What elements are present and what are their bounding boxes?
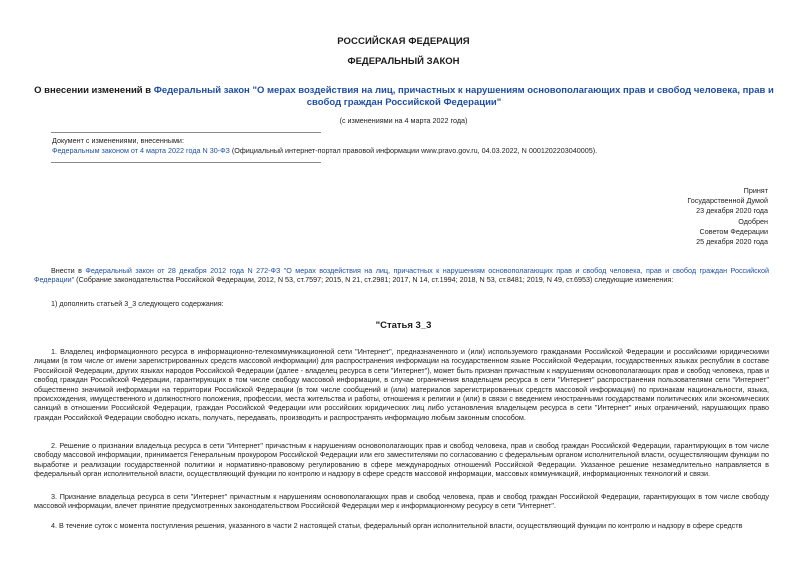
item-1: 1) дополнить статьей 3_3 следующего содержания: xyxy=(51,299,224,308)
law-type-heading: ФЕДЕРАЛЬНЫЙ ЗАКОН xyxy=(347,56,460,67)
changes-note-label: Документ с изменениями, внесенными: xyxy=(52,136,184,145)
paragraph-3: 3. Признание владельца ресурса в сети "Интернет" причастным к нарушениям основополагающих прав и свобод человека, прав и свобод граждан Российской Федерации, гарантирующих в том числе свободу массовой информации, влечет принятие предусмотренных законодательством Российской Федерации мер к информационному ресурсу в сети "Интернет". xyxy=(34,492,769,511)
acceptance-line: Советом Федерации xyxy=(699,226,768,236)
acceptance-line: Одобрен xyxy=(738,216,768,226)
edition-note: (с изменениями на 4 марта 2022 года) xyxy=(339,116,468,125)
divider-bottom xyxy=(51,162,321,163)
acceptance-block xyxy=(687,186,768,247)
divider-top xyxy=(51,132,321,133)
document-title xyxy=(34,85,774,108)
base-law-link[interactable]: Федеральный закон от 28 декабря 2012 года N 272-ФЗ "О мерах воздействия на лиц, причастных к нарушениям основополагающих прав и свобод человека, прав и свобод граждан Российской Федерации" xyxy=(34,266,769,285)
acceptance-line: Государственной Думой xyxy=(687,196,768,206)
paragraph-1: 1. Владелец информационного ресурса в информационно-телекоммуникационной сети "Интернет", предназначенного и (или) используемого гражданами Российской Федерации и российскими юридическими лицами (в том числе от имени зарегистрированных средств массовой информации) для распространения информации на государственном языке Российской Федерации, государственных языках республик в составе Российской Федерации, других языках народов Российской Федерации (далее - владелец ресурса в сети "Интернет"), может быть признан причастным к нарушениям основополагающих прав и свобод человека, прав и свобод граждан Российской Федерации, гарантирующих в том числе свободу массовой информации, в случае ограничения владельцем ресурса в сети "Интернет" распространения пользователями сети "Интернет" общественно значимой информации на территории Российской Федерации (в том числе сообщений и (или) материалов зарегистрированных средств массовой информации) по признакам национальности, языка, происхождения, имущественного и должностного положения, профессии, места жительства и работы, отношения к религии и (или) в связи с введением иностранными государствами политических или экономических санкций в отношении Российской Федерации, граждан Российской Федерации или российских юридических лиц либо установления владельцем ресурса в сети "Интернет" иных ограничений, нарушающих право граждан Российской Федерации свободно искать, получать, передавать, производить и распространять информацию любым законным способом. xyxy=(34,347,769,422)
title-prefix: О внесении изменений в xyxy=(34,85,154,96)
acceptance-line: Принят xyxy=(743,186,768,195)
article-heading: "Статья 3_3 xyxy=(375,320,432,331)
paragraph-4: 4. В течение суток с момента поступления решения, указанного в части 2 настоящей статьи, федеральный орган исполнительной власти, осуществляющий функции по контролю и надзору в сфере средств xyxy=(51,521,743,530)
amending-law-link[interactable]: Федеральным законом от 4 марта 2022 года N 30-ФЗ xyxy=(52,146,230,155)
acceptance-line: 25 декабря 2020 года xyxy=(696,237,768,247)
changes-note xyxy=(52,146,772,156)
country-heading: РОССИЙСКАЯ ФЕДЕРАЦИЯ xyxy=(337,36,470,47)
changes-note-source: (Официальный интернет-портал правовой информации www.pravo.gov.ru, 04.03.2022, N 0001202203040005). xyxy=(229,146,598,155)
intro-paragraph xyxy=(34,266,769,285)
intro-prefix: Внести в xyxy=(51,266,86,275)
paragraph-2: 2. Решение о признании владельца ресурса в сети "Интернет" причастным к нарушениям основополагающих прав и свобод человека, прав и свобод граждан Российской Федерации, гарантирующих в том числе свободу массовой информации, принимается Генеральным прокурором Российской Федерации или его заместителями по согласованию с федеральным органом исполнительной власти, осуществляющим функции по выработке и реализации государственной политики и нормативно-правовому регулированию в сфере международных отношений Российской Федерации. Указанное решение незамедлительно направляется в федеральный орган исполнительной власти, осуществляющий функции по контролю и надзору в сфере средств массовой информации, массовых коммуникаций, информационных технологий и связи. xyxy=(34,441,769,479)
intro-suffix: (Собрание законодательства Российской Федерации, 2012, N 53, ст.7597; 2015, N 21, ст.2981; 2017, N 14, ст.1994; 2018, N 53, ст.8481; 2019, N 49, ст.6953) следующие изменения: xyxy=(74,275,674,285)
acceptance-line: 23 декабря 2020 года xyxy=(696,206,768,216)
amended-law-link[interactable]: Федеральный закон "О мерах воздействия на лиц, причастных к нарушениям основополагающих прав и свобод человека, прав и свобод граждан Российской Федерации" xyxy=(153,85,774,108)
